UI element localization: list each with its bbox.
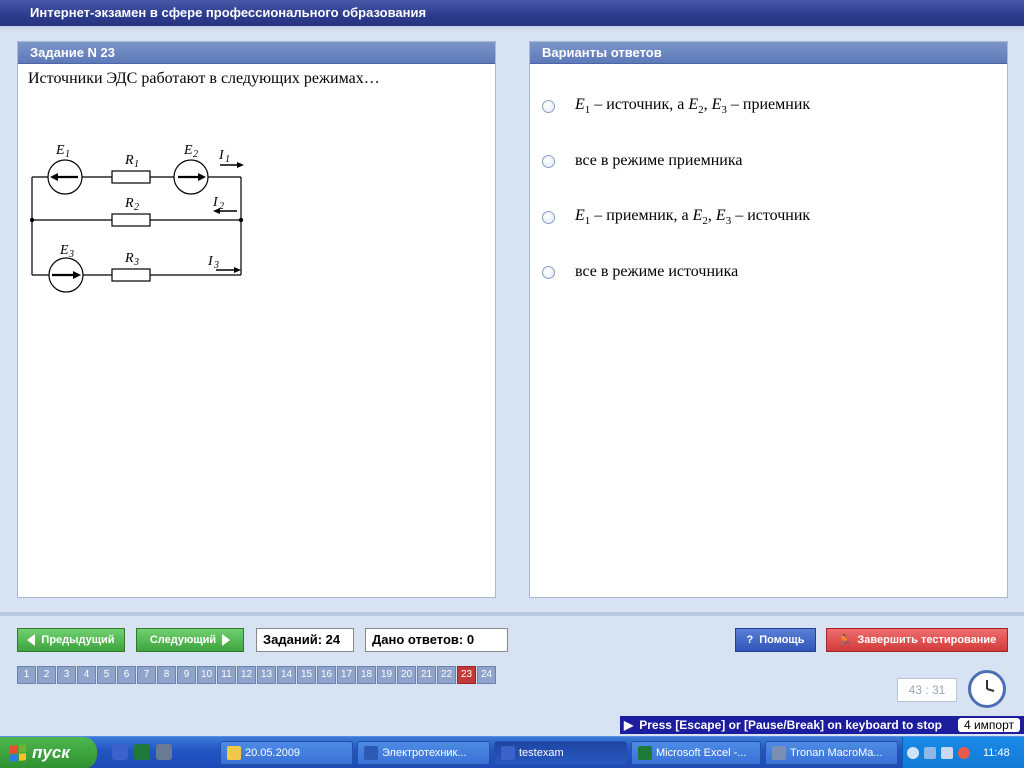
page-button-9[interactable]: 9 bbox=[177, 666, 196, 684]
system-tray bbox=[902, 737, 1024, 768]
taskbar-item[interactable] bbox=[631, 741, 761, 765]
antivirus-icon[interactable] bbox=[958, 747, 970, 759]
start-label: пуск bbox=[32, 743, 70, 762]
label-i3: I bbox=[208, 254, 213, 269]
answer-text: $E_1$ – приемник, а $E_2$, $E_3$ – источник bbox=[575, 206, 811, 228]
radio-button[interactable] bbox=[542, 100, 555, 113]
page-button-14[interactable]: 14 bbox=[277, 666, 296, 684]
page-button-1[interactable]: 1 bbox=[17, 666, 36, 684]
quick-launch bbox=[112, 744, 172, 760]
answer-text: все в режиме приемника bbox=[575, 152, 743, 169]
app-icon[interactable] bbox=[112, 744, 128, 760]
page-button-13[interactable]: 13 bbox=[257, 666, 276, 684]
status-text: Press [Escape] or [Pause/Break] on keyboard to stop bbox=[639, 718, 942, 732]
start-button[interactable] bbox=[0, 737, 97, 768]
answers-panel bbox=[529, 41, 1008, 598]
windows-logo-icon bbox=[10, 744, 26, 762]
page-button-22[interactable]: 22 bbox=[437, 666, 456, 684]
clock-icon bbox=[968, 670, 1006, 708]
label-e3: E bbox=[60, 243, 69, 258]
finish-button-label: Завершить тестирование bbox=[857, 634, 997, 646]
page-selector bbox=[17, 666, 497, 684]
page-button-8[interactable]: 8 bbox=[157, 666, 176, 684]
taskbar-item[interactable] bbox=[494, 741, 627, 765]
taskbar-item[interactable] bbox=[220, 741, 353, 765]
label-r1: R bbox=[125, 153, 134, 168]
title-divider bbox=[0, 26, 1024, 32]
arrow-right-icon bbox=[222, 634, 230, 646]
label-i3-sub: 3 bbox=[214, 260, 219, 271]
radio-button[interactable] bbox=[542, 266, 555, 279]
page-button-21[interactable]: 21 bbox=[417, 666, 436, 684]
answer-option-1[interactable] bbox=[542, 94, 810, 118]
window-icon bbox=[638, 746, 652, 760]
question-text: Источники ЭДС работают в следующих режимах… bbox=[28, 70, 380, 87]
excel-icon[interactable] bbox=[134, 744, 150, 760]
label-i2-sub: 2 bbox=[219, 201, 224, 212]
label-i1-sub: 1 bbox=[225, 154, 230, 165]
timer: 43 : 31 bbox=[897, 678, 957, 702]
label-r3: R bbox=[125, 251, 134, 266]
answer-option-4[interactable] bbox=[542, 260, 738, 284]
window-icon bbox=[501, 746, 515, 760]
page-button-2[interactable]: 2 bbox=[37, 666, 56, 684]
radio-button[interactable] bbox=[542, 155, 555, 168]
page-button-23[interactable]: 23 bbox=[457, 666, 476, 684]
next-button-label: Следующий bbox=[149, 634, 217, 646]
network-icon[interactable] bbox=[941, 747, 953, 759]
bmp-icon[interactable] bbox=[156, 744, 172, 760]
label-r2: R bbox=[125, 196, 134, 211]
page-button-15[interactable]: 15 bbox=[297, 666, 316, 684]
radio-button[interactable] bbox=[542, 211, 555, 224]
page-button-4[interactable]: 4 bbox=[77, 666, 96, 684]
answer-text: все в режиме источника bbox=[575, 263, 739, 280]
prev-button[interactable] bbox=[17, 628, 125, 652]
label-i1: I bbox=[219, 148, 224, 163]
taskbar-item[interactable] bbox=[765, 741, 898, 765]
answers-given: Дано ответов: 0 bbox=[365, 628, 508, 652]
answer-text: $E_1$ – источник, а $E_2$, $E_3$ – приемник bbox=[575, 95, 811, 117]
answer-option-2[interactable] bbox=[542, 149, 742, 173]
macro-status-bar bbox=[620, 716, 1024, 734]
page-button-12[interactable]: 12 bbox=[237, 666, 256, 684]
window-icon bbox=[227, 746, 241, 760]
answers-header: Варианты ответов bbox=[530, 42, 1007, 64]
page-button-24[interactable]: 24 bbox=[477, 666, 496, 684]
tray-clock: 11:48 bbox=[983, 747, 1010, 759]
label-e1: E bbox=[56, 143, 65, 158]
page-button-3[interactable]: 3 bbox=[57, 666, 76, 684]
page-button-18[interactable]: 18 bbox=[357, 666, 376, 684]
taskbar-item-label: testexam bbox=[519, 747, 564, 759]
page-button-11[interactable]: 11 bbox=[217, 666, 236, 684]
circuit-diagram bbox=[30, 142, 270, 312]
arrow-left-icon bbox=[27, 634, 35, 646]
window-icon bbox=[772, 746, 786, 760]
question-icon: ? bbox=[746, 634, 754, 646]
window-icon bbox=[364, 746, 378, 760]
taskbar-item-label: 20.05.2009 bbox=[245, 747, 301, 759]
taskbar-item-label: Microsoft Excel -... bbox=[656, 747, 747, 759]
running-man-icon: 🏃 bbox=[837, 634, 852, 647]
finish-test-button[interactable] bbox=[826, 628, 1008, 652]
page-button-17[interactable]: 17 bbox=[337, 666, 356, 684]
taskbar-item-label: Электротехник... bbox=[382, 747, 467, 759]
taskbar bbox=[0, 736, 1024, 768]
tasks-count: Заданий: 24 bbox=[256, 628, 354, 652]
media-icon[interactable] bbox=[924, 747, 936, 759]
page-button-5[interactable]: 5 bbox=[97, 666, 116, 684]
status-label: 4 импорт bbox=[958, 718, 1020, 732]
page-button-20[interactable]: 20 bbox=[397, 666, 416, 684]
page-button-16[interactable]: 16 bbox=[317, 666, 336, 684]
label-e2: E bbox=[184, 143, 193, 158]
label-e3-sub: 3 bbox=[69, 249, 74, 260]
chevron-left-icon[interactable] bbox=[907, 747, 919, 759]
task-header: Задание N 23 bbox=[18, 42, 495, 64]
task-panel bbox=[17, 41, 496, 598]
help-button[interactable] bbox=[735, 628, 816, 652]
label-e2-sub: 2 bbox=[193, 149, 198, 160]
label-r2-sub: 2 bbox=[134, 202, 139, 213]
help-button-label: Помощь bbox=[759, 634, 805, 646]
answer-option-3[interactable] bbox=[542, 205, 810, 229]
next-button[interactable] bbox=[136, 628, 244, 652]
taskbar-item[interactable] bbox=[357, 741, 490, 765]
label-r3-sub: 3 bbox=[134, 257, 139, 268]
label-r1-sub: 1 bbox=[134, 159, 139, 170]
label-e1-sub: 1 bbox=[65, 149, 70, 160]
page-button-10[interactable]: 10 bbox=[197, 666, 216, 684]
window-title: Интернет-экзамен в сфере профессионального образования bbox=[0, 0, 1024, 26]
label-i2: I bbox=[213, 195, 218, 210]
page-button-19[interactable]: 19 bbox=[377, 666, 396, 684]
bottom-divider bbox=[0, 612, 1024, 616]
page-button-7[interactable]: 7 bbox=[137, 666, 156, 684]
page-button-6[interactable]: 6 bbox=[117, 666, 136, 684]
taskbar-item-label: Tronan MacroMa... bbox=[790, 747, 883, 759]
play-icon: ▶ bbox=[624, 718, 634, 732]
prev-button-label: Предыдущий bbox=[41, 634, 115, 646]
